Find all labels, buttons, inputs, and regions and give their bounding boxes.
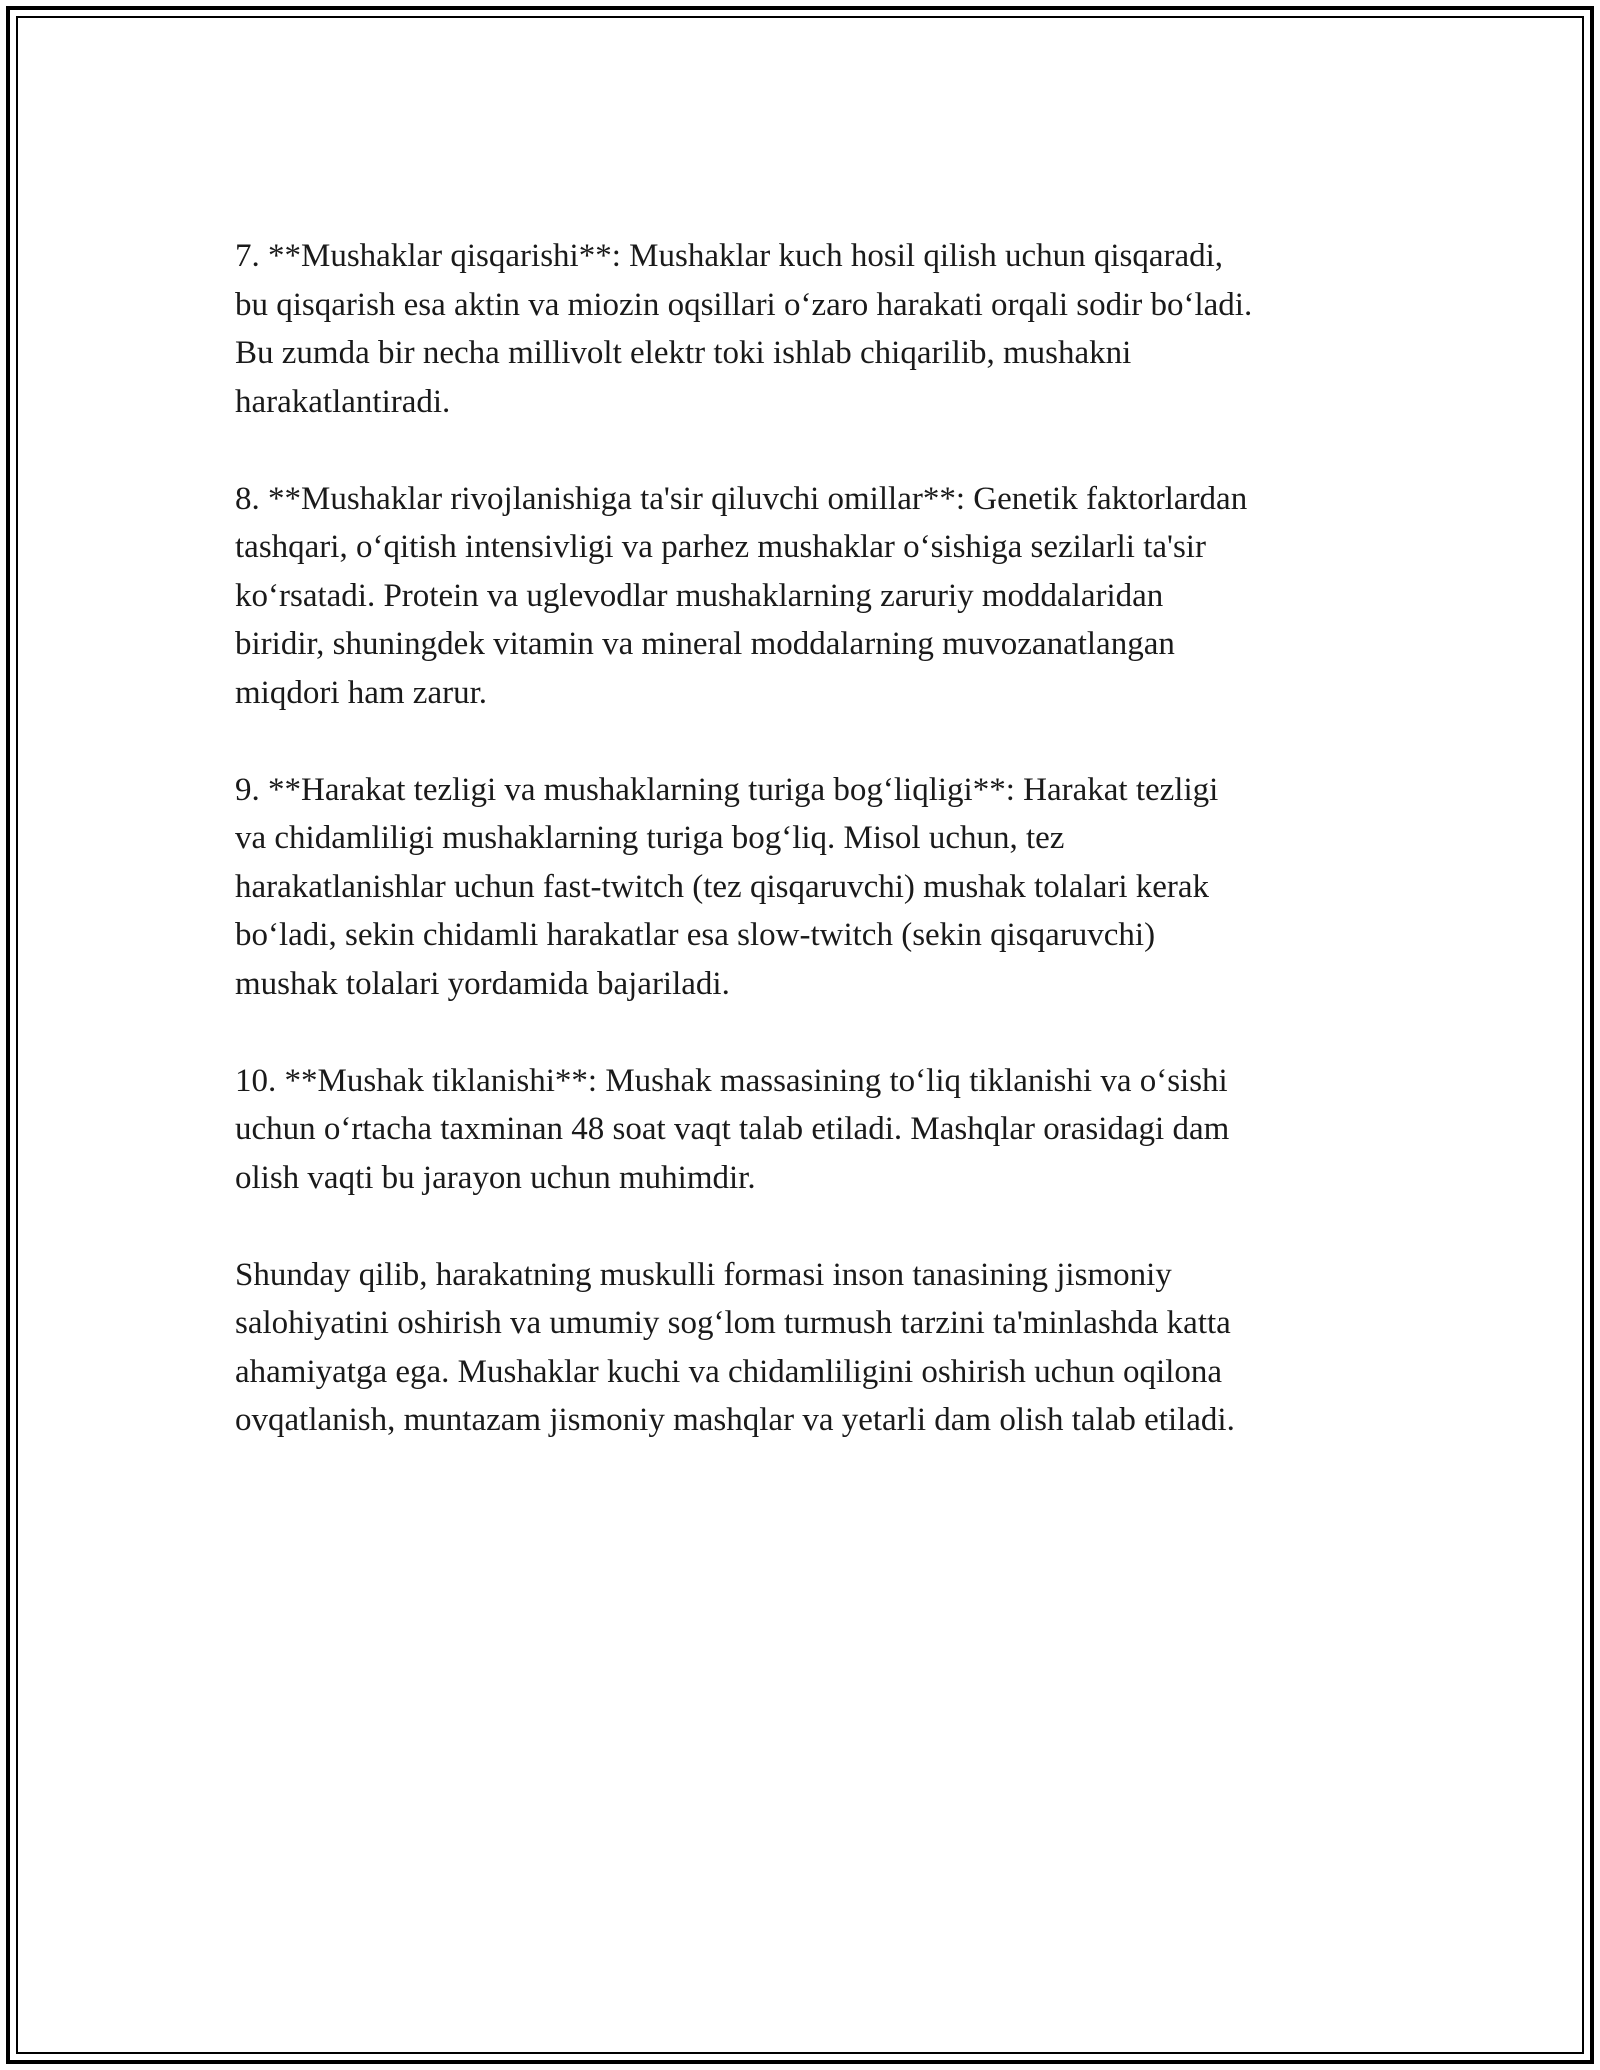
text-line: salohiyatini oshirish va umumiy sog‘lom turmush tarzini ta'minlashda katta	[235, 1305, 1231, 1341]
text-line: ko‘rsatadi. Protein va uglevodlar mushaklarning zaruriy moddalaridan	[235, 577, 1164, 614]
paragraph-10-muscle-recovery	[235, 1057, 1385, 1203]
text-line: harakatlanishlar uchun fast-twitch (tez qisqaruvchi) mushak tolalari kerak	[235, 868, 1210, 905]
text-line: ovqatlanish, muntazam jismoniy mashqlar va yetarli dam olish talab etiladi.	[235, 1402, 1235, 1438]
text-line: miqdori ham zarur.	[235, 674, 488, 711]
text-line: olish vaqti bu jarayon uchun muhimdir.	[235, 1159, 756, 1196]
document-body	[235, 232, 1385, 1493]
text-line: bu qisqarish esa aktin va miozin oqsillari o‘zaro harakati orqali sodir bo‘ladi.	[235, 286, 1253, 323]
text-line: biridir, shuningdek vitamin va mineral moddalarning muvozanatlangan	[235, 626, 1175, 662]
paragraph-8-development-factors	[235, 475, 1385, 718]
text-line: va chidamliligi mushaklarning turiga bog‘liq. Misol uchun, tez	[235, 820, 1065, 856]
text-line: Shunday qilib, harakatning muskulli formasi inson tanasining jismoniy	[235, 1256, 1172, 1293]
text-line: tashqari, o‘qitish intensivligi va parhez mushaklar o‘sishiga sezilarli ta'sir	[235, 529, 1206, 565]
text-line: bo‘ladi, sekin chidamli harakatlar esa slow-twitch (sekin qisqaruvchi)	[235, 917, 1156, 953]
paragraph-7-muscle-contraction	[235, 232, 1385, 426]
text-line: harakatlantiradi.	[235, 383, 451, 420]
paragraph-conclusion	[235, 1251, 1385, 1445]
text-line: 10. **Mushak tiklanishi**: Mushak massasining to‘liq tiklanishi va o‘sishi	[235, 1062, 1228, 1099]
text-line: 9. **Harakat tezligi va mushaklarning turiga bog‘liqligi**: Harakat tezligi	[235, 771, 1219, 808]
paragraph-9-speed-and-fiber-type	[235, 766, 1385, 1009]
text-line: uchun o‘rtacha taxminan 48 soat vaqt talab etiladi. Mashqlar orasidagi dam	[235, 1111, 1230, 1147]
text-line: Bu zumda bir necha millivolt elektr toki ishlab chiqarilib, mushakni	[235, 335, 1132, 371]
text-line: 8. **Mushaklar rivojlanishiga ta'sir qiluvchi omillar**: Genetik faktorlardan	[235, 480, 1248, 517]
text-line: mushak tolalari yordamida bajariladi.	[235, 965, 730, 1002]
text-line: 7. **Mushaklar qisqarishi**: Mushaklar kuch hosil qilish uchun qisqaradi,	[235, 238, 1224, 274]
text-line: ahamiyatga ega. Mushaklar kuchi va chidamliligini oshirish uchun oqilona	[235, 1353, 1223, 1390]
